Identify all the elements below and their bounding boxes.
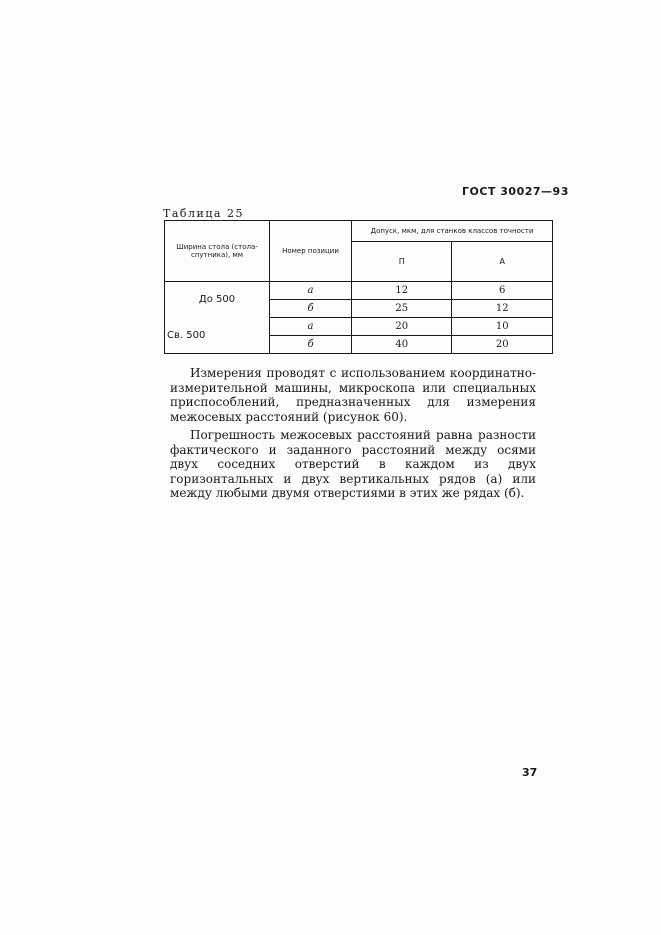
paragraph-measurement: Измерения проводят с использованием координатно-измерительной машины, микроскопа или специальных приспособлений, предназначенных для измерения межосевых расстояний (рисунок 60). [170, 366, 536, 424]
value-a-cell: 20 [452, 336, 553, 354]
position-cell: б [270, 336, 352, 354]
value-a-cell: 10 [452, 318, 553, 336]
col-width-header: Ширина стола (стола-спутника), мм [165, 221, 270, 282]
value-a-cell: 12 [452, 300, 553, 318]
width-cell: Св. 500 [165, 318, 270, 354]
value-p-cell: 25 [352, 300, 452, 318]
paragraph-error: Погрешность межосевых расстояний равна разности фактического и заданного расстояний между осями двух соседних отверстий в каждом из двух горизонтальных и двух вертикальных рядов (а) или между любыми двумя отверстиями в этих же рядах (б). [170, 428, 536, 500]
col-tolerance-header: Допуск, мкм, для станков классов точности [352, 221, 553, 242]
standard-header: ГОСТ 30027—93 [462, 185, 569, 198]
position-cell: а [270, 318, 352, 336]
tolerance-table [164, 220, 553, 354]
col-position-header: Номер позиции [270, 221, 352, 282]
body-text [170, 366, 536, 505]
table-row [165, 318, 553, 336]
width-cell: До 500 [165, 282, 270, 318]
value-p-cell: 20 [352, 318, 452, 336]
position-cell: а [270, 282, 352, 300]
class-a-header: А [452, 242, 553, 282]
value-a-cell: 6 [452, 282, 553, 300]
value-p-cell: 12 [352, 282, 452, 300]
page-number: 37 [522, 766, 538, 779]
class-p-header: П [352, 242, 452, 282]
value-p-cell: 40 [352, 336, 452, 354]
table-caption: Таблица 25 [163, 207, 244, 220]
position-cell: б [270, 300, 352, 318]
table-row [165, 282, 553, 300]
